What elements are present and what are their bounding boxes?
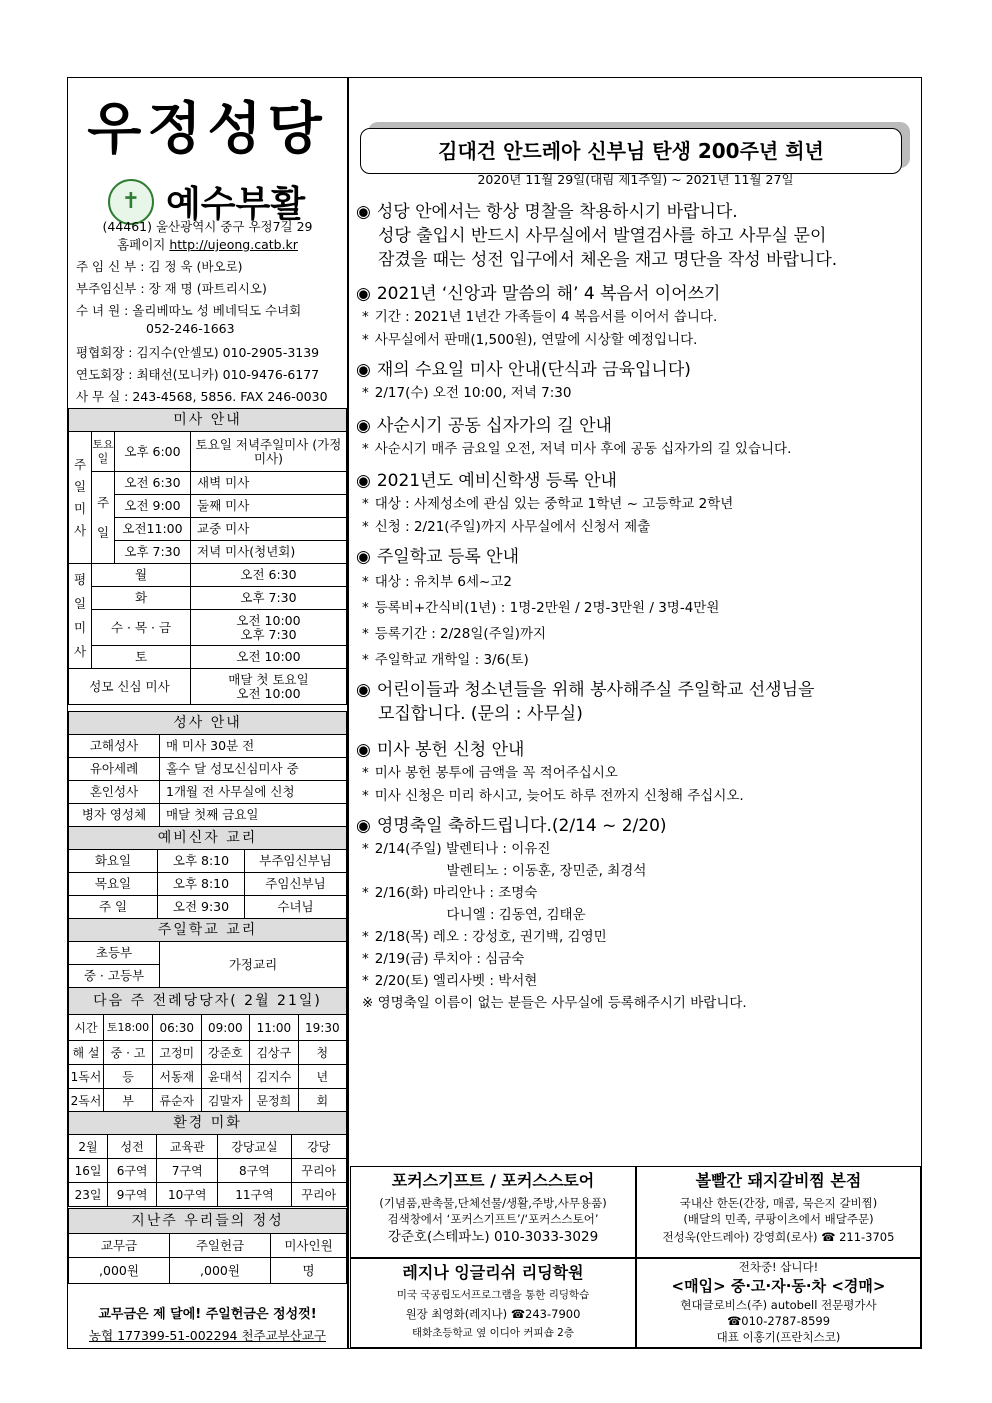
liturgy-cell: 윤대석 <box>201 1065 250 1089</box>
ad-line: 미국 국공립도서프로그램을 통한 리딩학습 <box>396 1289 590 1301</box>
sacrament-value: 매 미사 30분 전 <box>160 735 347 758</box>
catechumen-teacher: 수녀님 <box>245 896 347 919</box>
notice-title: 영명축일 축하드립니다.(2/14 ~ 2/20) <box>376 816 667 836</box>
notice-item: 등록기간 : 2/28일(주일)까지 <box>374 626 547 642</box>
offering-value: 명 <box>271 1258 347 1284</box>
weekday-mass-label: 평일미사 <box>69 564 92 669</box>
column-divider <box>347 77 349 1349</box>
liturgy-cell: 부 <box>104 1089 153 1113</box>
catechumen-table <box>68 826 347 919</box>
ad-regina <box>350 1258 636 1348</box>
sundayschool-value: 가정교리 <box>160 942 347 988</box>
ad-line: 현대글로비스(주) autobell 전문평가사 <box>680 1298 877 1312</box>
notice-8: ◉ 미사 봉헌 신청 안내 * 미사 봉헌 봉투에 금액을 꼭 적어주십시오 * 미사 신청은 미리 하시고, 늦어도 하루 전까지 신청해 주십시오. <box>356 740 744 804</box>
bullet-icon: ◉ <box>356 547 371 567</box>
bullet-icon: ◉ <box>356 816 371 836</box>
notice-line: 모집합니다. (문의 : 사무실) <box>378 704 583 724</box>
sacrament-value: 1개월 전 사무실에 신청 <box>160 781 347 804</box>
mass-time: 오전 9:00 <box>115 495 191 518</box>
notice-item: 2/17(수) 오전 10:00, 저녁 7:30 <box>374 385 572 401</box>
catechumen-teacher: 부주임신부님 <box>245 850 347 873</box>
cleaning-cell: 11구역 <box>218 1183 291 1207</box>
slogan: 예수부활 <box>166 183 306 225</box>
liturgy-cell: 강준호 <box>201 1041 250 1065</box>
liturgy-header: 다음 주 전례당당자( 2월 21일) <box>69 988 347 1015</box>
offering-col: 교무금 <box>69 1234 170 1258</box>
notice-title: 미사 봉헌 신청 안내 <box>376 740 525 760</box>
weekday-day: 월 <box>92 564 191 587</box>
offering-col: 미사인원 <box>271 1234 347 1258</box>
cleaning-col: 강당 <box>291 1135 346 1159</box>
ad-focus-gift <box>350 1166 636 1258</box>
catechumen-header: 예비신자 교리 <box>69 827 347 850</box>
sundayschool-level: 중 · 고등부 <box>69 965 160 988</box>
notice-item: 등록비+간식비(1년) : 1명-2만원 / 2명-3만원 / 3명-4만원 <box>374 600 720 616</box>
ad-title: 포커스기프트 / 포커스스토어 <box>391 1171 595 1190</box>
mass-header: 미사 안내 <box>69 409 347 432</box>
notice-9: ◉ 영명축일 축하드립니다.(2/14 ~ 2/20) * 2/14(주일) 발렌티나 : 이유진 발렌티노 : 이동훈, 장민준, 최경석 * 2/16(화) 마리안나 : 조명숙 다니엘 : 김동연, 김태운 * 2/18(목) 레오 : 강성호, 권기백, 김영민 * 2/19(금) 루치아 : 심금숙 * 2/20(토) 엘리사벳 : 박서현 ※ 영명축일 이름이 없는 분들은 사무실에 등록해주시기 바랍니다. <box>356 814 916 1014</box>
liturgy-cell: 2독서 <box>69 1089 104 1113</box>
cleaning-header: 환경 미화 <box>69 1112 347 1135</box>
liturgy-cell: 김상구 <box>250 1041 299 1065</box>
ad-title: <매입> 중·고·자·동·차 <경매> <box>671 1277 886 1295</box>
bullet-icon: ◉ <box>356 284 371 304</box>
sacrament-header: 성사 안내 <box>69 712 347 735</box>
cleaning-col: 2월 <box>69 1135 108 1159</box>
ad-line: 대표 이홍기(프란치스코) <box>716 1330 841 1344</box>
church-name: 우정성당 <box>87 97 328 162</box>
cleaning-cell: 8구역 <box>218 1159 291 1183</box>
sundayschool-table <box>68 918 347 988</box>
notice-item: 미사 봉헌 봉투에 금액을 꼭 적어주십시오 <box>374 765 618 781</box>
notice-title: 2021년 ‘신앙과 말씀의 해’ 4 복음서 이어쓰기 <box>376 284 721 304</box>
jubilee-dates: 2020년 11월 29일(대림 제1주일) ~ 2021년 11월 27일 <box>477 172 794 187</box>
notice-item: 기간 : 2021년 1년간 가족들이 4 복음서를 이어서 씁니다. <box>374 309 718 325</box>
notice-title: 2021년도 예비신학생 등록 안내 <box>376 471 617 491</box>
cleaning-cell: 꾸리아 <box>291 1183 346 1207</box>
sacrament-value: 홀수 달 성모신심미사 중 <box>160 758 347 781</box>
staff-3: 수 녀 원 : 올리베따노 성 베네딕도 수녀회 <box>76 303 302 318</box>
sacrament-name: 유아세례 <box>69 758 160 781</box>
bullet-icon: ◉ <box>356 360 371 380</box>
notice-title: 성당 안에서는 항상 명찰을 착용하시기 바랍니다. <box>376 202 738 222</box>
church-emblem-icon: ✝ <box>108 179 154 225</box>
cleaning-col: 교육관 <box>157 1135 218 1159</box>
contact-3: 사 무 실 : 243-4568, 5856. FAX 246-0030 <box>76 389 328 404</box>
liturgy-cell: 등 <box>104 1065 153 1089</box>
liturgy-col: 11:00 <box>250 1015 299 1041</box>
notice-item: 미사 신청은 미리 하시고, 늦어도 하루 전까지 신청해 주십시오. <box>374 788 744 804</box>
marian-mass-time: 매달 첫 토요일 오전 10:00 <box>191 669 347 705</box>
liturgy-col: 19:30 <box>298 1015 346 1041</box>
ad-title: 볼빨간 돼지갈비찜 본점 <box>695 1171 862 1190</box>
liturgy-cell: 류순자 <box>153 1089 202 1113</box>
ad-line: 검색창에서 ‘포커스기프트’/‘포커스스토어’ <box>387 1212 599 1226</box>
weekday-time: 오전 6:30 <box>191 564 347 587</box>
mass-name: 저녁 미사(청년회) <box>191 541 347 564</box>
liturgy-col: 09:00 <box>201 1015 250 1041</box>
mass-name: 새벽 미사 <box>191 472 347 495</box>
saturday-label: 토요일 <box>92 432 115 472</box>
liturgy-cell: 해 설 <box>69 1041 104 1065</box>
ad-galbi <box>636 1166 921 1258</box>
notice-3: ◉ 재의 수요일 미사 안내(단식과 금육입니다) * 2/17(수) 오전 10:00, 저녁 7:30 <box>356 360 691 401</box>
sacrament-table <box>68 711 347 827</box>
notice-item: 신청 : 2/21(주일)까지 사무실에서 신청서 제출 <box>374 519 651 535</box>
notice-item: 2/16(화) 마리안나 : 조명숙 <box>374 885 538 901</box>
liturgy-table <box>68 987 347 1113</box>
liturgy-cell: 1독서 <box>69 1065 104 1089</box>
sundayschool-header: 주일학교 교리 <box>69 919 347 942</box>
cleaning-cell: 꾸리아 <box>291 1159 346 1183</box>
offering-table <box>68 1208 347 1284</box>
mass-name: 둘째 미사 <box>191 495 347 518</box>
liturgy-cell: 청 <box>298 1041 346 1065</box>
homepage-line <box>68 236 347 254</box>
weekday-time: 오전 10:00 <box>191 646 347 669</box>
notice-item: 발렌티노 : 이동훈, 장민준, 최경석 <box>374 863 647 879</box>
liturgy-col: 토18:00 <box>104 1015 153 1041</box>
notice-item: 주일학교 개학일 : 3/6(토) <box>374 652 529 668</box>
catechumen-day: 목요일 <box>69 873 158 896</box>
ad-line: ☎010-2787-8599 <box>726 1314 831 1328</box>
ad-line: 강준호(스테파노) 010-3033-3029 <box>387 1229 599 1245</box>
contact-1: 평협회장 : 김지수(안셀모) 010-2905-3139 <box>76 345 320 360</box>
weekday-day: 토 <box>92 646 191 669</box>
liturgy-cell: 고정미 <box>153 1041 202 1065</box>
ad-line: 국내산 한돈(간장, 매콤, 묵은지 갈비찜) <box>679 1196 878 1210</box>
sunday-mass-label: 주일미사 <box>69 432 92 564</box>
cleaning-cell: 16일 <box>69 1159 108 1183</box>
notice-title: 사순시기 공동 십자가의 길 안내 <box>376 416 612 436</box>
cleaning-col: 강당교실 <box>218 1135 291 1159</box>
bullet-icon: ◉ <box>356 416 371 436</box>
sacrament-value: 매달 첫째 금요일 <box>160 804 347 827</box>
catechumen-time: 오전 9:30 <box>158 896 245 919</box>
weekday-day: 수 · 목 · 금 <box>92 610 191 646</box>
mass-time: 오전 6:30 <box>115 472 191 495</box>
notice-7 <box>356 678 916 726</box>
liturgy-cell: 문정희 <box>250 1089 299 1113</box>
offering-header: 지난주 우리들의 정성 <box>69 1209 347 1234</box>
notice-item: 2/19(금) 루치아 : 심금숙 <box>374 951 525 967</box>
cleaning-cell: 6구역 <box>108 1159 157 1183</box>
address: (44461) 울산광역시 중구 우정7길 29 <box>102 219 313 234</box>
catechumen-time: 오후 8:10 <box>158 850 245 873</box>
ad-line: (기념품,판촉물,단체선물/생활,주방,사무용품) <box>379 1196 607 1210</box>
offering-value: ,000원 <box>170 1258 271 1284</box>
cleaning-cell: 9구역 <box>108 1183 157 1207</box>
notice-line: 성당 출입시 반드시 사무실에서 발열검사를 하고 사무실 문이 <box>378 226 827 246</box>
weekday-time: 오후 7:30 <box>191 587 347 610</box>
bank-account: 농협 177399-51-002294 천주교부산교구 <box>89 1328 326 1343</box>
sacrament-name: 혼인성사 <box>69 781 160 804</box>
notice-title: 어린이들과 청소년들을 위해 봉사해주실 주일학교 선생님을 <box>376 680 815 700</box>
liturgy-cell: 중 · 고 <box>104 1041 153 1065</box>
bullet-icon: ◉ <box>356 680 371 700</box>
ad-title: 레지나 잉글리쉬 리딩학원 <box>402 1263 584 1282</box>
ad-line: 태화초등학교 옆 이디아 커피숍 2층 <box>411 1327 575 1339</box>
mass-time: 오전11:00 <box>115 518 191 541</box>
cleaning-col: 성전 <box>108 1135 157 1159</box>
notice-1 <box>356 200 916 272</box>
contact-2: 연도회장 : 최태선(모니카) 010-9476-6177 <box>76 367 320 382</box>
church-info <box>68 218 347 406</box>
cleaning-cell: 10구역 <box>157 1183 218 1207</box>
catechumen-time: 오후 8:10 <box>158 873 245 896</box>
weekday-day: 화 <box>92 587 191 610</box>
mass-name: 교중 미사 <box>191 518 347 541</box>
mass-name: 토요일 저녁주일미사 (가정미사) <box>191 432 347 472</box>
notice-item: 사무실에서 판매(1,500원), 연말에 시상할 예정입니다. <box>374 332 698 348</box>
cleaning-cell: 7구역 <box>157 1159 218 1183</box>
notice-4: ◉ 사순시기 공동 십자가의 길 안내 * 사순시기 매주 금요일 오전, 저녁 미사 후에 공동 십자가의 길 있습니다. <box>356 416 792 457</box>
notice-title: 주일학교 등록 안내 <box>376 547 520 567</box>
notice-line: 잠겼을 때는 성전 입구에서 체온을 재고 명단을 작성 바랍니다. <box>378 250 838 270</box>
sacrament-name: 병자 영성체 <box>69 804 160 827</box>
notice-item: 다니엘 : 김동연, 김태운 <box>374 907 586 923</box>
convent-phone: 052-246-1663 <box>146 321 235 336</box>
jubilee-title: 김대건 안드레아 신부님 탄생 200주년 희년 <box>360 128 902 174</box>
notice-footnote: ※ 영명축일 이름이 없는 분들은 사무실에 등록해주시기 바랍니다. <box>362 995 747 1011</box>
liturgy-cell: 서동재 <box>153 1065 202 1089</box>
sacrament-name: 고해성사 <box>69 735 160 758</box>
mass-time: 오후 7:30 <box>115 541 191 564</box>
ad-used-car <box>636 1258 921 1348</box>
liturgy-cell: 년 <box>298 1065 346 1089</box>
homepage-label: 홈페이지 <box>117 237 166 252</box>
notice-item: 2/18(목) 레오 : 강성호, 권기백, 김영민 <box>374 929 607 945</box>
sunday-label: 주일 <box>92 472 115 564</box>
ad-line: 전차중! 삽니다! <box>738 1260 819 1274</box>
bullet-icon: ◉ <box>356 471 371 491</box>
staff-2: 부주임신부 : 장 재 명 (파트리시오) <box>76 281 267 296</box>
ad-line: (배달의 민족, 쿠팡이츠에서 배달주문) <box>683 1212 874 1226</box>
cleaning-table <box>68 1111 347 1207</box>
liturgy-col: 06:30 <box>153 1015 202 1041</box>
bullet-icon: ◉ <box>356 740 371 760</box>
catechumen-day: 주 일 <box>69 896 158 919</box>
notice-item: 대상 : 사제성소에 관심 있는 중학교 1학년 ~ 고등학교 2학년 <box>374 496 734 512</box>
notice-title: 재의 수요일 미사 안내(단식과 금육입니다) <box>376 360 691 380</box>
notice-item: 대상 : 유치부 6세~고2 <box>374 574 512 590</box>
cleaning-cell: 23일 <box>69 1183 108 1207</box>
marian-mass-label: 성모 신심 미사 <box>69 669 191 705</box>
liturgy-cell: 김말자 <box>201 1089 250 1113</box>
ad-line: 전성욱(안드레아) 강영희(로사) ☎ 211-3705 <box>662 1230 895 1244</box>
offering-value: ,000원 <box>69 1258 170 1284</box>
liturgy-cell: 김지수 <box>250 1065 299 1089</box>
notice-item: 2/20(토) 엘리사벳 : 박서현 <box>374 973 538 989</box>
homepage-link[interactable]: http://ujeong.catb.kr <box>169 237 298 252</box>
mass-table <box>68 408 347 705</box>
notice-6: ◉ 주일학교 등록 안내 * 대상 : 유치부 6세~고2 * 등록비+간식비(1년) : 1명-2만원 / 2명-3만원 / 3명-4만원 * 등록기간 : 2/28일(주일)까지 * 주일학교 개학일 : 3/6(토) <box>356 547 720 668</box>
mass-time: 오후 6:00 <box>115 432 191 472</box>
notice-item: 사순시기 매주 금요일 오전, 저녁 미사 후에 공동 십자가의 길 있습니다. <box>374 441 792 457</box>
sundayschool-level: 초등부 <box>69 942 160 965</box>
tithe-slogan: 교무금은 제 달에! 주일헌금은 정성껏! <box>98 1307 317 1322</box>
catechumen-teacher: 주임신부님 <box>245 873 347 896</box>
bullet-icon: ◉ <box>356 202 371 222</box>
offering-col: 주일헌금 <box>170 1234 271 1258</box>
catechumen-day: 화요일 <box>69 850 158 873</box>
liturgy-cell: 회 <box>298 1089 346 1113</box>
notice-item: 2/14(주일) 발렌티나 : 이유진 <box>374 841 551 857</box>
staff-1: 주 임 신 부 : 김 정 욱 (바오로) <box>76 259 243 274</box>
liturgy-col: 시간 <box>69 1015 104 1041</box>
ad-line: 원장 최영화(레지나) ☎243-7900 <box>405 1307 581 1321</box>
notice-2: ◉ 2021년 ‘신앙과 말씀의 해’ 4 복음서 이어쓰기 * 기간 : 2021년 1년간 가족들이 4 복음서를 이어서 씁니다. * 사무실에서 판매(1,500원), 연말에 시상할 예정입니다. <box>356 284 721 348</box>
notice-5: ◉ 2021년도 예비신학생 등록 안내 * 대상 : 사제성소에 관심 있는 중학교 1학년 ~ 고등학교 2학년 * 신청 : 2/21(주일)까지 사무실에서 신청서 제출 <box>356 471 734 535</box>
weekday-time: 오전 10:00 오후 7:30 <box>191 610 347 646</box>
